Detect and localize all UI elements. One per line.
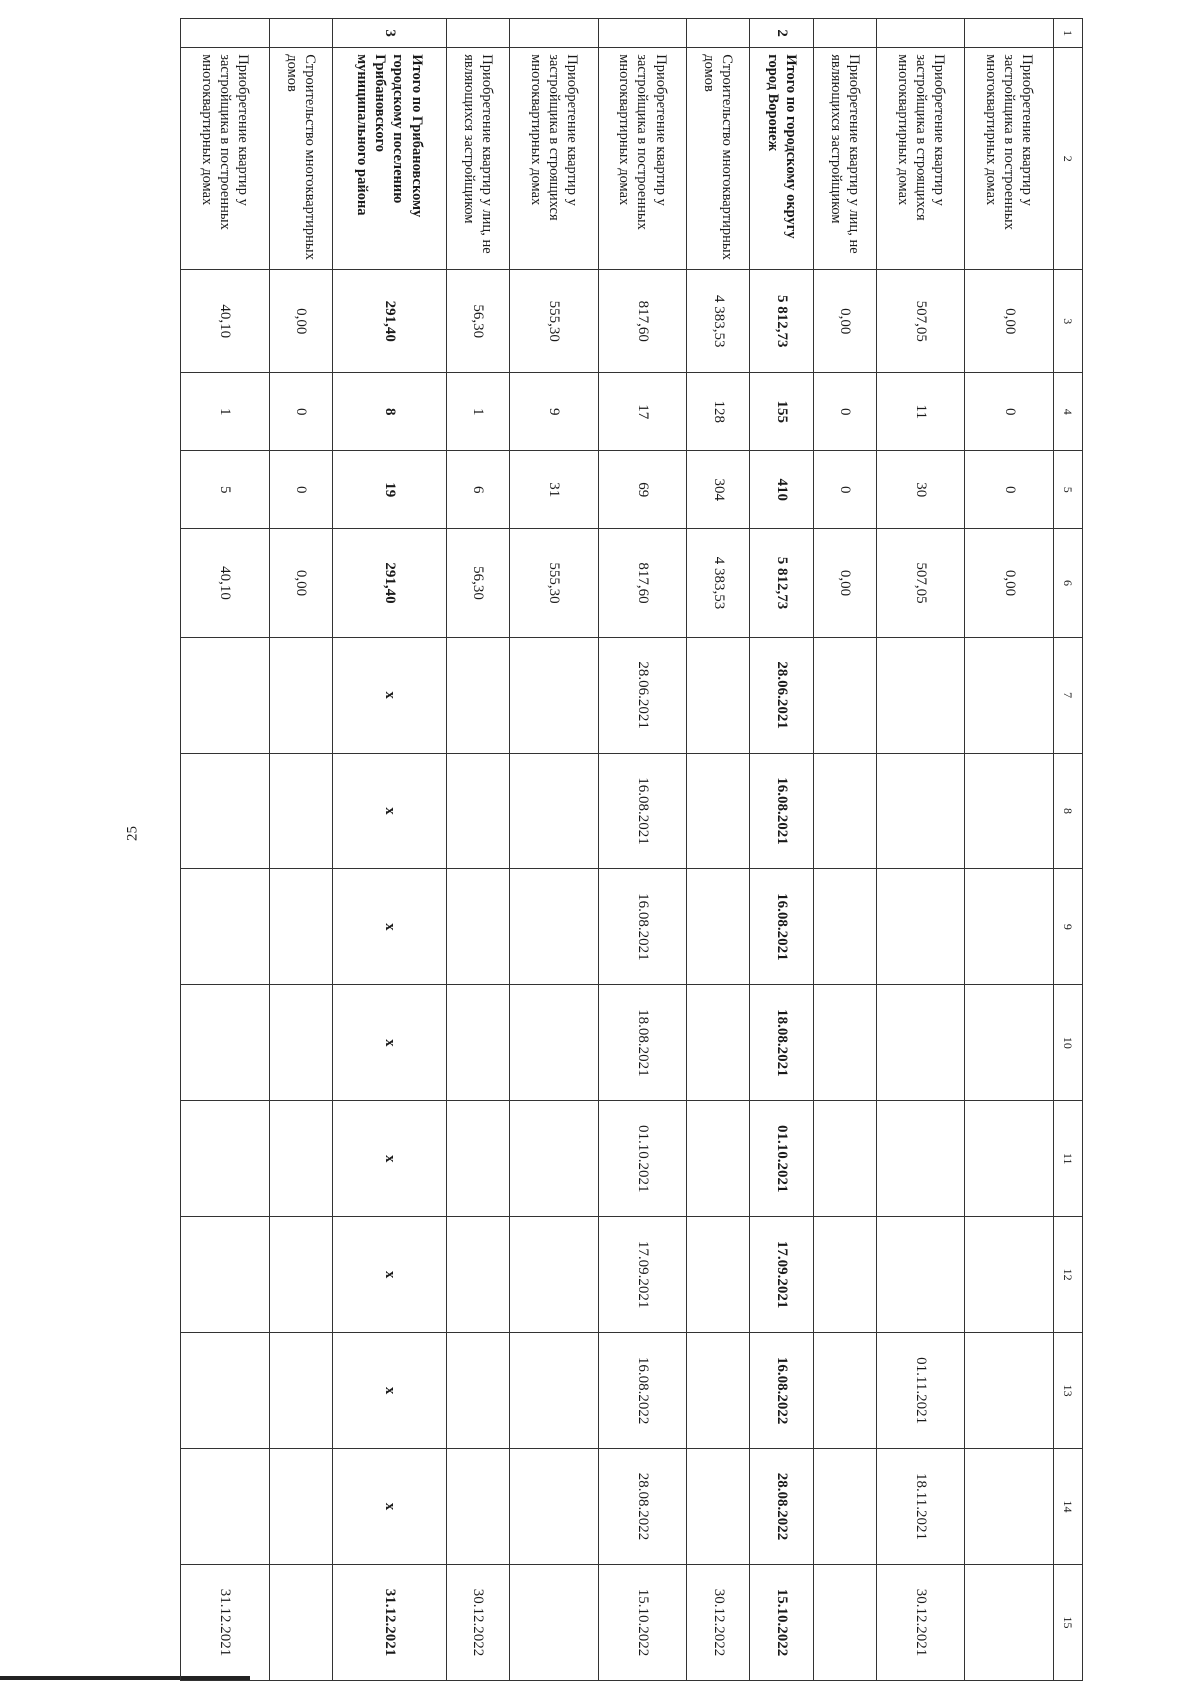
table-cell: 18.08.2021: [750, 985, 813, 1101]
table-cell: [510, 19, 599, 48]
table-cell: [181, 1449, 270, 1565]
table-cell: [269, 637, 332, 753]
table-cell: [181, 1217, 270, 1333]
table-cell: 0,00: [813, 529, 876, 637]
program-schedule-table: [180, 18, 1083, 1681]
table-cell: [813, 1333, 876, 1449]
table-cell: 0,00: [813, 270, 876, 373]
table-cell: 17.09.2021: [750, 1217, 813, 1333]
table-cell: [510, 1217, 599, 1333]
table-cell: x: [332, 869, 446, 985]
table-cell: 5: [181, 451, 270, 529]
table-cell: 56,30: [446, 529, 509, 637]
table-cell: [687, 1101, 750, 1217]
table-cell: [687, 637, 750, 753]
table-cell: [510, 1101, 599, 1217]
table-cell: [446, 753, 509, 869]
table-cell: [965, 753, 1054, 869]
row-label-cell: Итого по Грибановскому городскому поселению Грибановского муниципального района: [332, 48, 446, 270]
table-cell: 817,60: [598, 529, 687, 637]
column-number-header: 5: [1054, 451, 1083, 529]
table-cell: [687, 753, 750, 869]
table-cell: 1: [446, 373, 509, 451]
table-cell: [876, 869, 965, 985]
table-cell: [446, 1333, 509, 1449]
table-cell: [269, 1449, 332, 1565]
table-row: [813, 19, 876, 1681]
table-cell: 0,00: [269, 270, 332, 373]
table-cell: [965, 637, 1054, 753]
table-cell: 31.12.2021: [332, 1564, 446, 1680]
table-cell: 01.10.2021: [750, 1101, 813, 1217]
table-cell: [965, 19, 1054, 48]
table-cell: [181, 19, 270, 48]
table-cell: [813, 1101, 876, 1217]
table-cell: 30.12.2022: [687, 1564, 750, 1680]
table-cell: x: [332, 985, 446, 1101]
table-cell: [813, 1217, 876, 1333]
table-cell: 0: [965, 451, 1054, 529]
column-number-header: 7: [1054, 637, 1083, 753]
row-label-cell: Приобретение квартир у застройщика в строящихся многоквартирных домах: [876, 48, 965, 270]
table-cell: 291,40: [332, 529, 446, 637]
table-cell: [965, 1217, 1054, 1333]
table-cell: 4 383,53: [687, 529, 750, 637]
table-cell: 0: [269, 373, 332, 451]
table-cell: [269, 1101, 332, 1217]
table-cell: 555,30: [510, 270, 599, 373]
table-cell: 69: [598, 451, 687, 529]
table-cell: 15.10.2022: [598, 1564, 687, 1680]
table-cell: [687, 985, 750, 1101]
table-cell: 30: [876, 451, 965, 529]
row-label-cell: Строительство многоквартирных домов: [269, 48, 332, 270]
table-cell: [813, 985, 876, 1101]
column-number-header: 6: [1054, 529, 1083, 637]
table-cell: [876, 637, 965, 753]
table-row: [598, 19, 687, 1681]
table-row: [687, 19, 750, 1681]
table-cell: [813, 19, 876, 48]
table-cell: 16.08.2021: [750, 869, 813, 985]
table-cell: 31.12.2021: [181, 1564, 270, 1680]
table-cell: 8: [332, 373, 446, 451]
column-number-header: 2: [1054, 48, 1083, 270]
table-cell: 0: [813, 451, 876, 529]
table-cell: 15.10.2022: [750, 1564, 813, 1680]
table-cell: x: [332, 1449, 446, 1565]
table-cell: 410: [750, 451, 813, 529]
table-cell: [446, 1217, 509, 1333]
table-cell: 0: [813, 373, 876, 451]
table-cell: 555,30: [510, 529, 599, 637]
table-cell: [510, 1449, 599, 1565]
table-row: [876, 19, 965, 1681]
table-cell: 507,05: [876, 529, 965, 637]
table-cell: 2: [750, 19, 813, 48]
table-cell: 28.08.2022: [598, 1449, 687, 1565]
table-cell: [876, 985, 965, 1101]
table-cell: 30.12.2022: [446, 1564, 509, 1680]
table-cell: [181, 753, 270, 869]
row-label-cell: Итого по городскому округу город Воронеж: [750, 48, 813, 270]
table-cell: 28.06.2021: [598, 637, 687, 753]
table-cell: [965, 1449, 1054, 1565]
table-cell: 17.09.2021: [598, 1217, 687, 1333]
table-cell: [687, 1449, 750, 1565]
table-cell: 291,40: [332, 270, 446, 373]
table-cell: [687, 19, 750, 48]
row-label-cell: Приобретение квартир у застройщика в построенных многоквартирных домах: [965, 48, 1054, 270]
row-label-cell: Приобретение квартир у застройщика в построенных многоквартирных домах: [598, 48, 687, 270]
table-cell: [965, 1564, 1054, 1680]
table-cell: [269, 753, 332, 869]
row-label-cell: Приобретение квартир у лиц, не являющихся застройщиком: [446, 48, 509, 270]
table-cell: 16.08.2021: [598, 869, 687, 985]
table-cell: x: [332, 1333, 446, 1449]
table-cell: [446, 1449, 509, 1565]
table-cell: [181, 985, 270, 1101]
column-number-header: 9: [1054, 869, 1083, 985]
table-cell: 56,30: [446, 270, 509, 373]
table-cell: 0,00: [965, 529, 1054, 637]
table-cell: [687, 869, 750, 985]
table-cell: [876, 1101, 965, 1217]
table-cell: 0,00: [965, 270, 1054, 373]
table-cell: [269, 1333, 332, 1449]
table-cell: [687, 1217, 750, 1333]
table-cell: 30.12.2021: [876, 1564, 965, 1680]
table-cell: [965, 869, 1054, 985]
table-cell: 18.08.2021: [598, 985, 687, 1101]
table-cell: [269, 985, 332, 1101]
table-row: [446, 19, 509, 1681]
table-cell: [510, 1333, 599, 1449]
table-cell: x: [332, 637, 446, 753]
table-cell: 28.06.2021: [750, 637, 813, 753]
table-cell: [446, 985, 509, 1101]
table-cell: [181, 637, 270, 753]
table-cell: [269, 869, 332, 985]
table-cell: 0: [269, 451, 332, 529]
column-number-header: 13: [1054, 1333, 1083, 1449]
table-cell: [876, 1217, 965, 1333]
table-cell: 18.11.2021: [876, 1449, 965, 1565]
table-cell: [876, 753, 965, 869]
table-total-row: [332, 19, 446, 1681]
table-cell: 5 812,73: [750, 270, 813, 373]
table-cell: [687, 1333, 750, 1449]
table-cell: [813, 869, 876, 985]
table-cell: [269, 19, 332, 48]
table-cell: 19: [332, 451, 446, 529]
rotated-table-container: [180, 18, 1083, 1681]
table-row: [510, 19, 599, 1681]
table-cell: [598, 19, 687, 48]
table-cell: 304: [687, 451, 750, 529]
table-cell: 01.11.2021: [876, 1333, 965, 1449]
table-cell: [813, 637, 876, 753]
table-cell: 01.10.2021: [598, 1101, 687, 1217]
table-cell: [510, 637, 599, 753]
table-cell: [510, 985, 599, 1101]
table-cell: 16.08.2021: [750, 753, 813, 869]
table-cell: [965, 1333, 1054, 1449]
table-cell: [965, 1101, 1054, 1217]
table-cell: [446, 19, 509, 48]
table-cell: 31: [510, 451, 599, 529]
table-cell: 6: [446, 451, 509, 529]
table-cell: 16.08.2022: [598, 1333, 687, 1449]
table-cell: 5 812,73: [750, 529, 813, 637]
table-row: [965, 19, 1054, 1681]
row-label-cell: Приобретение квартир у застройщика в построенных многоквартирных домах: [181, 48, 270, 270]
table-cell: [269, 1217, 332, 1333]
table-cell: [181, 1333, 270, 1449]
table-row: [269, 19, 332, 1681]
table-row: [181, 19, 270, 1681]
column-number-header: 14: [1054, 1449, 1083, 1565]
table-total-row: [750, 19, 813, 1681]
table-cell: [269, 1564, 332, 1680]
table-cell: 16.08.2021: [598, 753, 687, 869]
table-cell: [510, 1564, 599, 1680]
table-cell: 3: [332, 19, 446, 48]
column-number-header: 4: [1054, 373, 1083, 451]
table-cell: 4 383,53: [687, 270, 750, 373]
column-number-header: 8: [1054, 753, 1083, 869]
column-number-header: 11: [1054, 1101, 1083, 1217]
table-cell: [813, 1449, 876, 1565]
column-number-header: 3: [1054, 270, 1083, 373]
table-cell: 507,05: [876, 270, 965, 373]
table-cell: [965, 985, 1054, 1101]
table-cell: [510, 753, 599, 869]
table-cell: 40,10: [181, 270, 270, 373]
table-cell: [181, 1101, 270, 1217]
table-body: [181, 19, 1083, 1681]
table-cell: 16.08.2022: [750, 1333, 813, 1449]
table-cell: [446, 869, 509, 985]
column-number-header: 1: [1054, 19, 1083, 48]
column-number-header: 10: [1054, 985, 1083, 1101]
table-cell: 0: [965, 373, 1054, 451]
page-number: 25: [124, 826, 141, 841]
table-cell: x: [332, 1217, 446, 1333]
table-cell: [446, 1101, 509, 1217]
table-cell: 28.08.2022: [750, 1449, 813, 1565]
table-cell: 1: [181, 373, 270, 451]
table-cell: 40,10: [181, 529, 270, 637]
table-cell: 9: [510, 373, 599, 451]
table-cell: x: [332, 1101, 446, 1217]
table-cell: [813, 753, 876, 869]
table-cell: 817,60: [598, 270, 687, 373]
table-cell: 17: [598, 373, 687, 451]
table-cell: [813, 1564, 876, 1680]
table-cell: 0,00: [269, 529, 332, 637]
table-header-row: [1054, 19, 1083, 1681]
table-cell: [510, 869, 599, 985]
table-cell: x: [332, 753, 446, 869]
table-cell: [876, 19, 965, 48]
column-number-header: 12: [1054, 1217, 1083, 1333]
table-cell: [181, 869, 270, 985]
column-number-header: 15: [1054, 1564, 1083, 1680]
table-cell: 155: [750, 373, 813, 451]
row-label-cell: Приобретение квартир у лиц, не являющихся застройщиком: [813, 48, 876, 270]
table-cell: 11: [876, 373, 965, 451]
table-cell: 128: [687, 373, 750, 451]
row-label-cell: Строительство многоквартирных домов: [687, 48, 750, 270]
table-cell: [446, 637, 509, 753]
row-label-cell: Приобретение квартир у застройщика в строящихся многоквартирных домах: [510, 48, 599, 270]
